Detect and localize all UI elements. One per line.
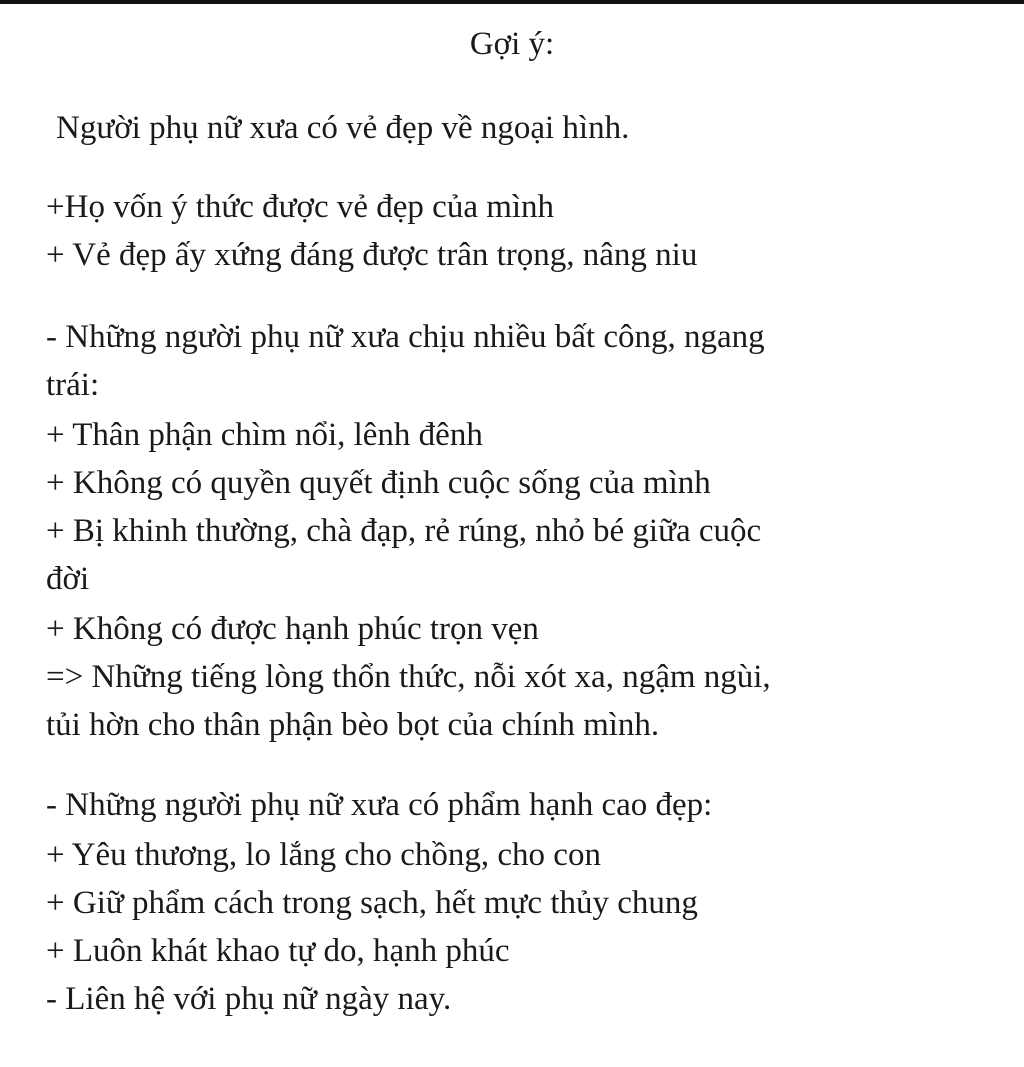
virtue-point: + Luôn khát khao tự do, hạnh phúc	[46, 933, 510, 969]
beauty-point: +Họ vốn ý thức được vẻ đẹp của mình	[46, 189, 555, 225]
closing-line: - Liên hệ với phụ nữ ngày nay.	[46, 981, 452, 1017]
intro-line: Người phụ nữ xưa có vẻ đẹp về ngoại hình.	[56, 110, 630, 146]
injustice-point: + Không có quyền quyết định cuộc sống của mình	[46, 465, 711, 501]
injustice-point-continued: đời	[46, 561, 90, 597]
virtue-point: + Giữ phẩm cách trong sạch, hết mực thủy chung	[46, 885, 698, 921]
beauty-point: + Vẻ đẹp ấy xứng đáng được trân trọng, nâng niu	[46, 237, 698, 273]
injustice-point: + Không có được hạnh phúc trọn vẹn	[46, 611, 539, 647]
injustice-heading-continued: trái:	[46, 367, 100, 403]
conclusion-line: => Những tiếng lòng thổn thức, nỗi xót xa, ngậm ngùi,	[46, 659, 771, 695]
injustice-point: + Bị khinh thường, chà đạp, rẻ rúng, nhỏ bé giữa cuộc	[46, 513, 762, 549]
injustice-point: + Thân phận chìm nổi, lênh đênh	[46, 417, 483, 453]
document-title: Gợi ý:	[469, 26, 555, 62]
virtue-point: + Yêu thương, lo lắng cho chồng, cho con	[46, 837, 601, 873]
injustice-heading: - Những người phụ nữ xưa chịu nhiều bất công, ngang	[46, 319, 765, 355]
conclusion-line-continued: tủi hờn cho thân phận bèo bọt của chính mình.	[46, 707, 660, 743]
virtue-heading: - Những người phụ nữ xưa có phẩm hạnh cao đẹp:	[46, 787, 713, 823]
